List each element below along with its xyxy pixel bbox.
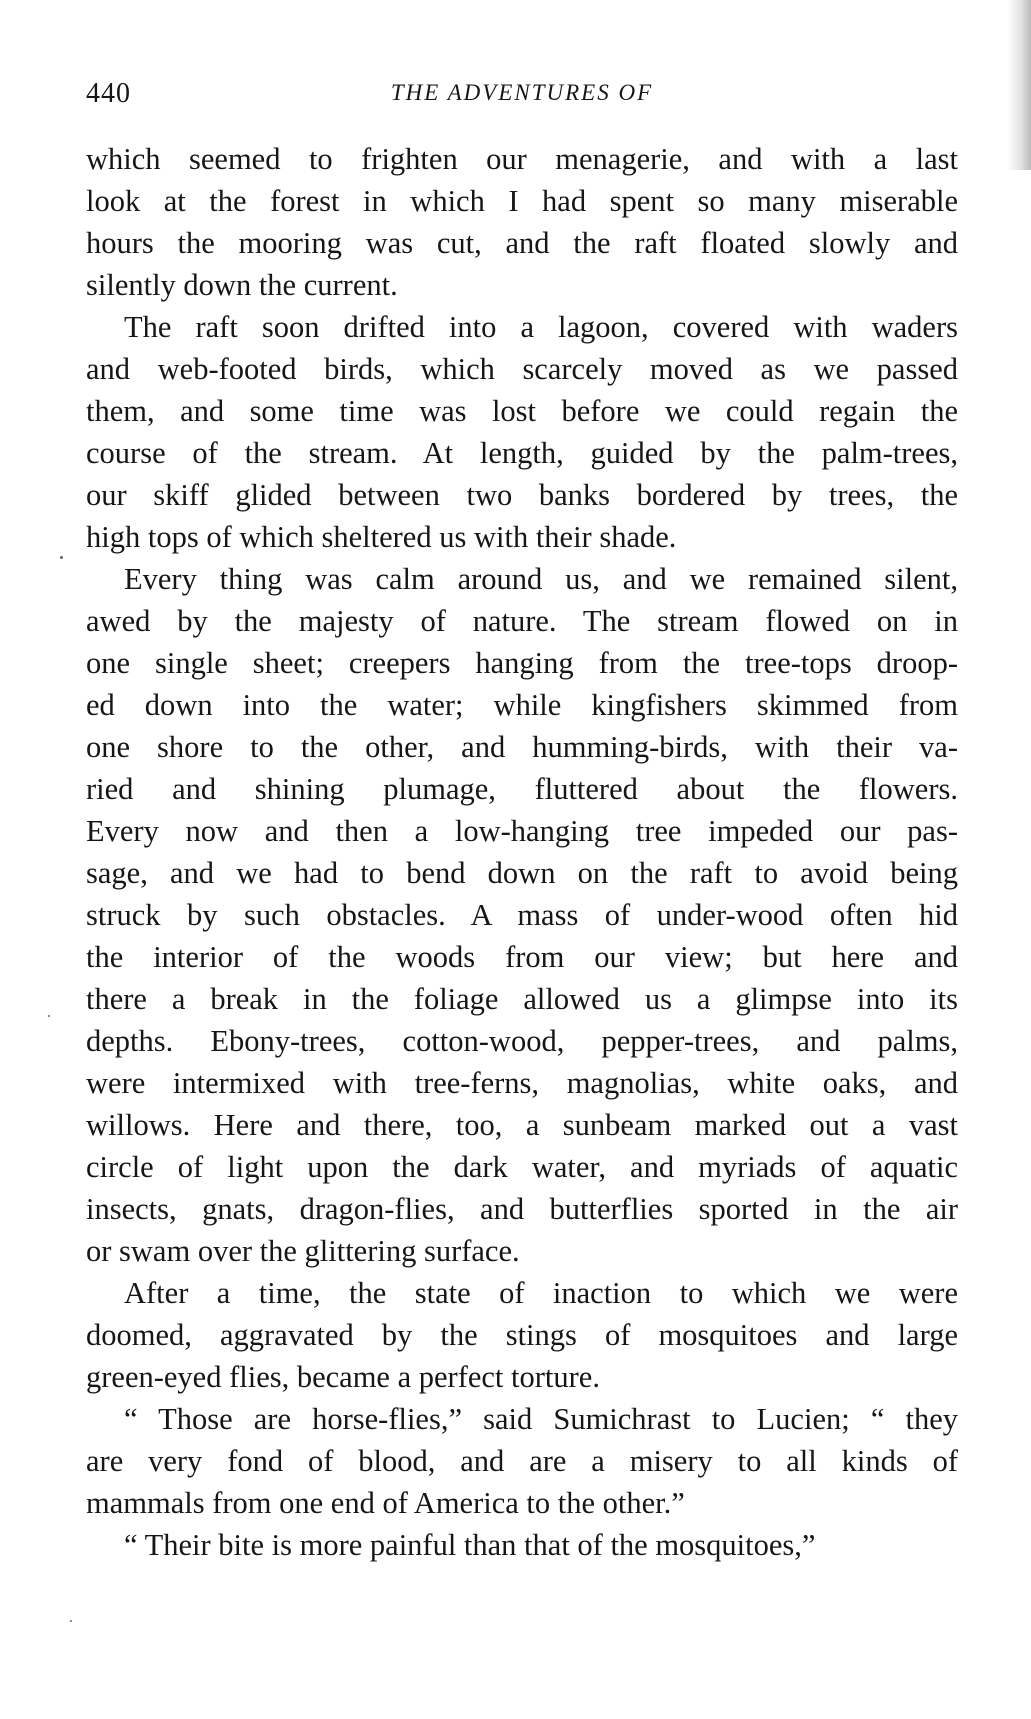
text-line: and web-footed birds, which scarcely moved as we passed [86, 352, 958, 386]
text-line: high tops of which sheltered us with their shade. [86, 520, 677, 554]
text-line: or swam over the glittering surface. [86, 1234, 520, 1268]
text-line: After a time, the state of inaction to which we were [124, 1276, 958, 1310]
text-line: ed down into the water; while kingfishers skimmed from [86, 688, 958, 722]
text-line: doomed, aggravated by the stings of mosquitoes and large [86, 1318, 958, 1352]
body-text [86, 138, 958, 1566]
text-line: circle of light upon the dark water, and myriads of aquatic [86, 1150, 958, 1184]
text-line: “ Those are horse-flies,” said Sumichrast to Lucien; “ they [124, 1402, 958, 1436]
running-title: THE ADVENTURES OF [390, 80, 654, 105]
text-line: which seemed to frighten our menagerie, and with a last [86, 142, 958, 176]
text-line: one single sheet; creepers hanging from the tree-tops droop- [86, 646, 958, 680]
text-line: “ Their bite is more painful than that of the mosquitoes,” [124, 1528, 816, 1562]
text-line: awed by the majesty of nature. The stream flowed on in [86, 604, 958, 638]
text-line: one shore to the other, and humming-birds, with their va- [86, 730, 958, 764]
text-line: silently down the current. [86, 268, 398, 302]
text-line: them, and some time was lost before we could regain the [86, 394, 958, 428]
text-line: ried and shining plumage, fluttered about the flowers. [86, 772, 958, 806]
text-line: were intermixed with tree-ferns, magnolias, white oaks, and [86, 1066, 958, 1100]
text-line: insects, gnats, dragon-flies, and butterflies sported in the air [86, 1192, 958, 1226]
text-line: Every now and then a low-hanging tree impeded our pas- [86, 814, 958, 848]
text-line: struck by such obstacles. A mass of under-wood often hid [86, 898, 958, 932]
text-line: sage, and we had to bend down on the raft to avoid being [86, 856, 958, 890]
running-head [86, 78, 958, 118]
text-line: mammals from one end of America to the other.” [86, 1486, 685, 1520]
text-line: the interior of the woods from our view; but here and [86, 940, 958, 974]
text-line: look at the forest in which I had spent so many miserable [86, 184, 958, 218]
text-line: green-eyed flies, became a perfect torture. [86, 1360, 600, 1394]
text-line: hours the mooring was cut, and the raft floated slowly and [86, 226, 958, 260]
text-line: Every thing was calm around us, and we remained silent, [124, 562, 958, 596]
ink-speck [60, 556, 63, 559]
text-line: willows. Here and there, too, a sunbeam marked out a vast [86, 1108, 958, 1142]
ink-speck [48, 1015, 50, 1017]
text-line: there a break in the foliage allowed us a glimpse into its [86, 982, 958, 1016]
text-line: our skiff glided between two banks bordered by trees, the [86, 478, 958, 512]
ink-speck [70, 1620, 72, 1622]
page-edge-shadow [1007, 0, 1031, 170]
text-line: depths. Ebony-trees, cotton-wood, pepper-trees, and palms, [86, 1024, 958, 1058]
text-line: are very fond of blood, and are a misery to all kinds of [86, 1444, 958, 1478]
text-line: The raft soon drifted into a lagoon, covered with waders [124, 310, 958, 344]
text-line: course of the stream. At length, guided by the palm-trees, [86, 436, 958, 470]
page-number: 440 [86, 78, 131, 109]
